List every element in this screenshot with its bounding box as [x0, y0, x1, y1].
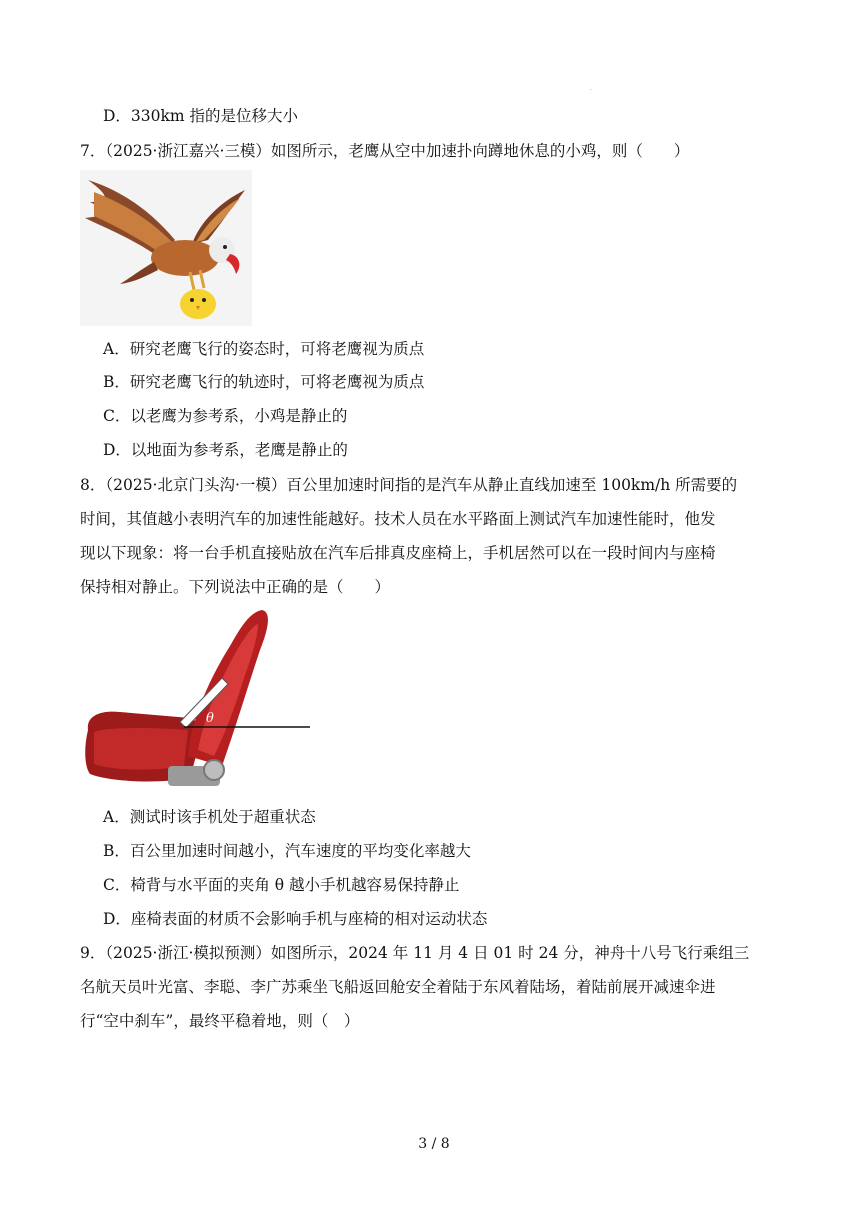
q7-option-b: B．研究老鹰飞行的轨迹时，可将老鹰视为质点	[103, 373, 425, 391]
car-seat-figure	[80, 606, 315, 794]
q7-option-c: C．以老鹰为参考系，小鸡是静止的	[103, 407, 348, 425]
page-number: 3 / 8	[418, 1136, 450, 1152]
eagle-chick-figure	[80, 170, 252, 326]
q9-stem-line-2: 名航天员叶光富、李聪、李广苏乘坐飞船返回舱安全着陆于东风着陆场，着陆前展开减速伞进	[80, 978, 716, 996]
q8-stem-line-2: 时间，其值越小表明汽车的加速性能越好。技术人员在水平路面上测试汽车加速性能时，他发	[80, 510, 716, 528]
q8-stem-line-1: 8．（2025·北京门头沟·一模）百公里加速时间指的是汽车从静止直线加速至 100km/h 所需要的	[80, 476, 738, 494]
q7-option-a: A．研究老鹰飞行的姿态时，可将老鹰视为质点	[103, 340, 425, 358]
q8-stem-line-3: 现以下现象：将一台手机直接贴放在汽车后排真皮座椅上，手机居然可以在一段时间内与座椅	[80, 544, 716, 562]
q8-option-c: C．椅背与水平面的夹角 θ 越小手机越容易保持静止	[103, 876, 460, 894]
q8-stem-line-4: 保持相对静止。下列说法中正确的是（ ）	[80, 578, 391, 596]
q7-stem: 7．（2025·浙江嘉兴·三模）如图所示，老鹰从空中加速扑向蹲地休息的小鸡，则（ ）	[80, 142, 690, 160]
q8-option-a: A．测试时该手机处于超重状态	[103, 808, 316, 826]
q8-option-d: D．座椅表面的材质不会影响手机与座椅的相对运动状态	[103, 910, 488, 928]
q8-option-b: B．百公里加速时间越小，汽车速度的平均变化率越大	[103, 842, 471, 860]
q9-stem-line-3: 行“空中刹车”，最终平稳着地，则（ ）	[80, 1012, 360, 1030]
q6-option-d: D．330km 指的是位移大小	[103, 107, 299, 125]
angle-theta-label: θ	[206, 711, 214, 726]
corner-mark: .	[590, 85, 592, 92]
q7-option-d: D．以地面为参考系，老鹰是静止的	[103, 441, 348, 459]
q9-stem-line-1: 9．（2025·浙江·模拟预测）如图所示，2024 年 11 月 4 日 01 时 24 分，神舟十八号飞行乘组三	[80, 944, 750, 962]
